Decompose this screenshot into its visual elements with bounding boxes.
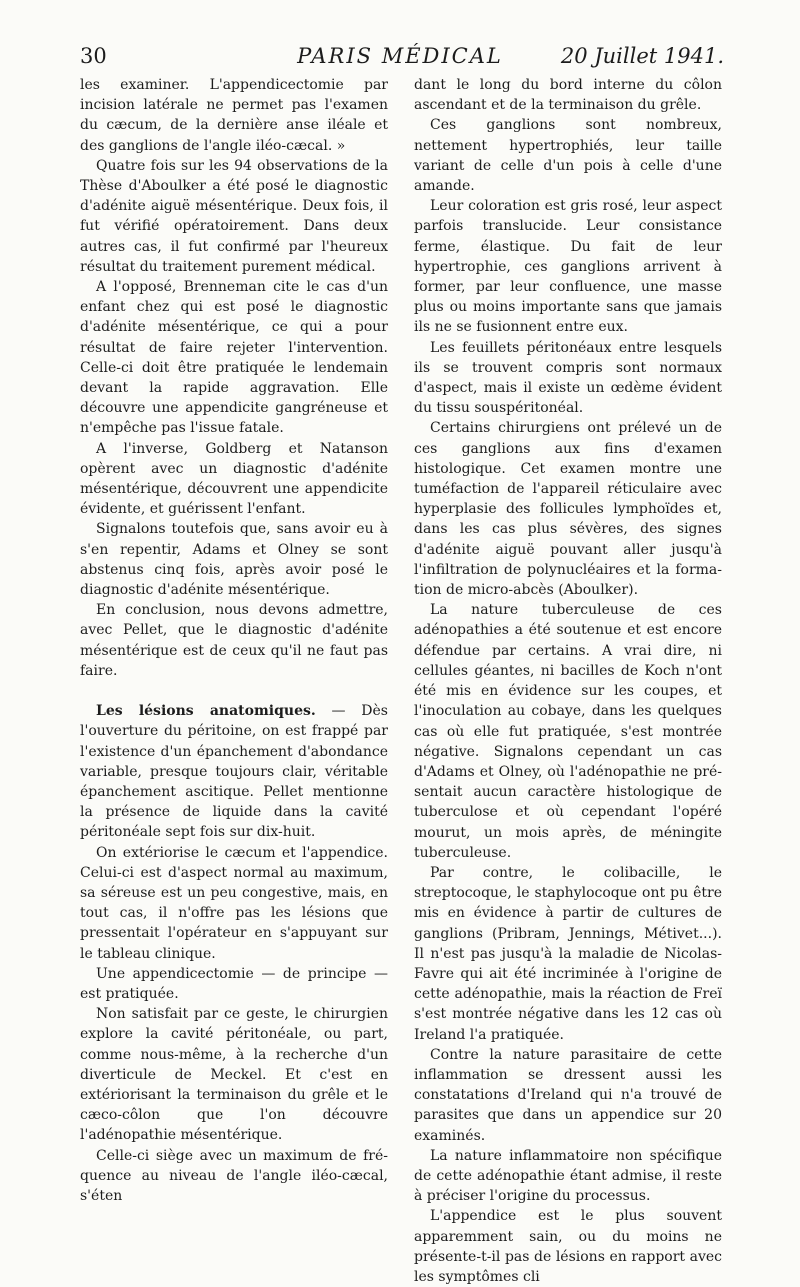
paragraph: La nature tuberculeuse de ces adénopathies a été soutenue et est encore défendue par certains. A vrai dire, ni cellules géantes, ni bacilles de Koch n'ont été mis en évidence sur les coupes, et l'inoculation au cobaye, dans les quelques cas où elle fut pratiquée, s'est montrée négative. Signalons cependant un cas d'Adams et Olney, où l'adénopathie ne présentait aucun caractère histologique de tuberculose et où cependant l'opéré mourut, un mois après, de méningite tuberculeuse. <box>414 602 722 861</box>
paragraph: A l'inverse, Goldberg et Natanson opèrent avec un diagnostic d'adénite mésentérique, découvrent une appendicite évidente, et guérissent l'enfant. <box>80 440 388 518</box>
paragraph: On extériorise le cæcum et l'appendice. Celui-ci est d'aspect normal au maximum, sa séreuse est un peu congestive, mais, en tout cas, il n'offre pas les lésions que pressentait l'opérateur en s'appuyant sur le tableau clinique. <box>80 844 388 962</box>
issue-date: 20 Juillet 1941. <box>560 44 724 68</box>
section-text: — Dès l'ouverture du péritoine, on est frappé par l'existence d'un épanchement d'abondance variable, presque toujours clair, véritable épanchement ascitique. Pellet mentionne la présence de liquide dans la cavité péritonéale sept fois sur dix-huit. <box>80 703 388 841</box>
section-paragraph <box>80 701 388 842</box>
paragraph: Contre la nature parasitaire de cette inflammation se dressent aussi les constatations d'Ireland qui n'a trouvé de parasites que dans un appendice sur 20 examinés. <box>414 1046 722 1144</box>
paragraph: La nature inflammatoire non spécifique de cette adénopathie étant admise, il reste à préciser l'origine du processus. <box>414 1147 722 1205</box>
page-number: 30 <box>80 44 107 68</box>
paragraph: Certains chirurgiens ont prélevé un de ces ganglions aux fins d'examen histologique. Cet examen montre une tuméfaction de l'appareil réticulaire avec hyperplasie des follicules lymphoïdes et, dans les cas plus sévères, des signes d'adénite aiguë pouvant aller jusqu'à l'infiltration de polynucléaires et la formation de micro-abcès (Aboulker). <box>414 420 722 599</box>
paragraph: Leur coloration est gris rosé, leur aspect parfois translucide. Leur consistance ferme, élastique. Du fait de leur hypertrophie, ces ganglions arrivent à former, par leur confluence, une masse plus ou moins importante sans que jamais ils ne se fusionnent entre eux. <box>414 198 722 336</box>
paragraph: Celle-ci siège avec un maximum de fréquence au niveau de l'angle iléo-cæcal, s'éten <box>80 1147 388 1204</box>
right-column <box>414 75 722 1287</box>
paragraph: dant le long du bord interne du côlon ascendant et de la terminaison du grêle. <box>414 77 722 114</box>
paragraph: Par contre, le colibacille, le streptocoque, le staphylocoque ont pu être mis en évidence à partir de cultures de ganglions (Pribram, Jennings, Métivet...). Il n'est pas jusqu'à la maladie de Nicolas-Favre qui ait été incriminée à l'origine de cette adénopathie, mais la réaction de Freï s'est montrée négative dans les 12 cas où Ireland l'a pratiquée. <box>414 864 722 1043</box>
journal-title: PARIS MÉDICAL <box>297 44 503 68</box>
paragraph: Ces ganglions sont nombreux, nettement hypertrophiés, leur taille variant de celle d'un pois à celle d'une amande. <box>414 117 722 195</box>
left-column <box>80 75 388 1206</box>
paragraph: A l'opposé, Brenneman cite le cas d'un enfant chez qui est posé le diagnostic d'adénite mésentérique, ce qui a pour résultat de faire rejeter l'intervention. Celle-ci doit être pratiquée le lendemain devant la rapide aggravation. Elle découvre une appendicite gangréneuse et n'empêche pas l'issue fatale. <box>80 279 388 437</box>
paragraph: Signalons toutefois que, sans avoir eu à s'en repentir, Adams et Olney se sont abstenus cinq fois, après avoir posé le diagnostic d'adénite mésentérique. <box>80 521 388 599</box>
paragraph: les examiner. L'appendicectomie par incision latérale ne permet pas l'examen du cæcum, de la dernière anse iléale et des ganglions de l'angle iléo-cæcal. » <box>80 77 388 154</box>
paragraph: L'appendice est le plus souvent apparemment sain, ou du moins ne présente-t-il pas de lésions en rapport avec les symptômes cli <box>414 1208 722 1285</box>
paragraph: En conclusion, nous devons admettre, avec Pellet, que le diagnostic d'adénite mésentérique est de ceux qu'il ne faut pas faire. <box>80 602 388 679</box>
paragraph: Une appendicectomie — de principe — est pratiquée. <box>80 965 388 1002</box>
section-title: Les lésions anatomiques. <box>96 703 316 720</box>
paragraph: Quatre fois sur les 94 observations de la Thèse d'Aboulker a été posé le diagnostic d'adénite aiguë mésentérique. Deux fois, il fut vérifié opératoirement. Dans deux autres cas, il fut confirmé par l'heureux résultat du traitement purement médical. <box>80 157 388 275</box>
paragraph: Les feuillets péritonéaux entre lesquels ils se trouvent compris sont normaux d'aspect, mais il existe un œdème évident du tissu souspéritonéal. <box>414 339 722 417</box>
paragraph: Non satisfait par ce geste, le chirurgien explore la cavité péritonéale, ou part, comme nous-même, à la recherche d'un diverticule de Meckel. Et c'est en extériorisant la terminaison du grêle et le cæco-côlon que l'on découvre l'adénopathie mésentérique. <box>80 1006 388 1144</box>
